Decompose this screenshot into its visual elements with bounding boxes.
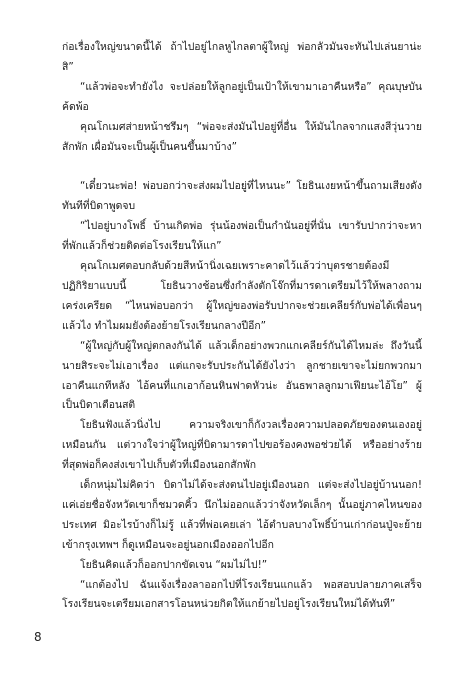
paragraph: คุณโกเมศส่ายหน้าชรึมๆ “พ่อจะส่งมันไปอยู่ที่อื่น ให้มันไกลจากแสงสีวุ่นวายสักพัก เผื่อมันจะเป็นผู้เป็นคนขึ้นมาบ้าง” <box>62 120 422 153</box>
paragraph: “แล้วพ่อจะทำยังไง จะปล่อยให้ลูกอยู่เป็นเป้าให้เขามาเอาคืนหรือ” คุณบุษบันค้ดพ้อ <box>62 80 422 113</box>
paragraph: “แกต้องไป ฉันแจ้งเรื่องลาออกไปที่โรงเรียนแกแล้ว พอสอบปลายภาคเสร็จ โรงเรียนจะเตรียมเอกสารโอนหน่วยกิตให้แกย้ายไปอยู่โรงเรียนใหม่ได้ทันที” <box>62 578 422 611</box>
paragraph: “ไปอยู่บางโพธิ์ บ้านเกิดพ่อ รุ่นน้องพ่อเป็นกำนันอยู่ที่นั่น เขารับปากว่าจะหาที่พักแล้วก็ช่วยติดต่อโรงเรียนให้แก” <box>62 220 422 253</box>
paragraph: โยธินคิดแล้วก็ออกปากขัดเจน “ผมไม่ไป!” <box>80 558 268 571</box>
body-text <box>62 38 422 615</box>
paragraph: เด็กหนุ่มไม่คิดว่า บิดาไม่ได้จะส่งตนไปอยู่เมืองนอก แต่จะส่งไปอยู่บ้านนอก! แค่เอ่ยชื่อจังหวัดเขาก็ชมวดคิ้ว นึกไม่ออกแล้วว่าจังหวัดเล็กๆ นั้นอยู่ภาคไหนของประเทศ มิอะไรบ้างก็ไม่รู้ แล้วที่พ่อเคยเล่า ไอ้ตำบลบางโพธิ์บ้านเก่าก่อนปู่จะย้ายเข้ากรุงเทพฯ ก็ดูเหมือนจะอยู่นอกเมืองออกไปอีก <box>62 479 422 551</box>
paragraph: “เดี๋ยวนะพ่อ! พ่อบอกว่าจะส่งผมไปอยู่ที่ไหนนะ” โยธินเงยหน้าขึ้นถามเสียงดังทันทีที่บิดาพูดจบ <box>62 180 422 213</box>
paragraph: “ผู้ใหญ่กับผู้ใหญ่ตกลงกันได้ แล้วเด็กอย่างพวกแกเคลียร์กันได้ไหมล่ะ ถึงวันนี้นายสิระจะไม่เอาเรื่อง แต่แกจะรับประกันได้ยังไงว่า ลูกชายเขาจะไม่ยกพวกมาเอาคืนแกทีหลัง ไอ้คนที่แกเอาก้อนหินฟาดหัวน่ะ อันธพาลลูกมาเฟียนะไอ้โย” ผู้เป็นบิดาเตือนสติ <box>62 339 422 412</box>
paragraph: ก่อเรื่องใหญ่ขนาดนี้ได้ ถ้าไปอยู่ไกลหูไกลตาผู้ใหญ่ พ่อกลัวมันจะทันไปเล่นยาน่ะสิ” <box>62 41 422 73</box>
page-number: 8 <box>34 630 42 644</box>
paragraph: โยธินฟังแล้วนิ่งไป ความจริงเขาก็กังวลเรื่องความปลอดภัยของตนเองอยู่เหมือนกัน แต่วางใจว่าผู้ใหญ่ที่บิดามารดาไปขอร้องคงพอช่วยได้ หรืออย่างร้ายที่สุดพ่อก็คงส่งเขาไปเก็บตัวที่เมืองนอกสักพัก <box>62 419 422 472</box>
paragraph: คุณโกเมศตอบกลับด้วยสีหน้านิ่งเฉยเพราะคาดไว้แล้วว่าบุตรชายต้องมีปฏิกิริยาแบบนี้ โยธินวางช้อนซึ่งกำลังตักโจ๊กที่มารดาเตรียมไว้ให้พลางถามเคร่งเครียด “ไหนพ่อบอกว่า ผู้ใหญ่ของพ่อรับปากจะช่วยเคลียร์กับพ่อได้เพื่อนๆ แล้วไง ทำไมผมยังต้องย้ายโรงเรียนกลางปีอีก” <box>62 260 422 332</box>
